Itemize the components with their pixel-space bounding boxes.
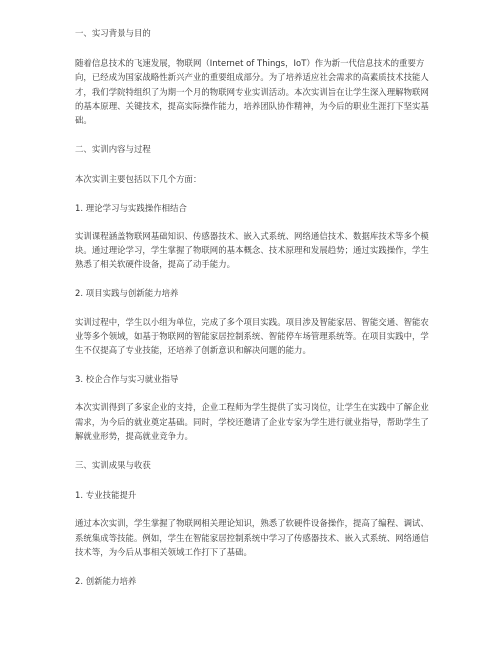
subheading-3: 3. 校企合作与实习就业指导 [75, 374, 179, 385]
section-heading-1: 一、实习背景与目的 [75, 28, 151, 38]
paragraph-theory-practice: 实训课程涵盖物联网基础知识、传感器技术、嵌入式系统、网络通信技术、数据库技术等多个模块。通过理论学习，学生掌握了物联网的基本概念、技术原理和发展趋势；通过实践操作，学生熟悉了相关软硬件设备，提高了动手能力。 [75, 230, 429, 270]
paragraph-skills: 通过本次实训，学生掌握了物联网相关理论知识，熟悉了软硬件设备操作，提高了编程、调试、系统集成等技能。例如，学生在智能家居控制系统中学习了传感器技术、嵌入式系统、网络通信技术等，为今后从事相关领域工作打下了基础。 [75, 518, 429, 557]
document-page [75, 26, 432, 602]
paragraph-intro: 本次实训主要包括以下几个方面： [75, 174, 202, 185]
subheading-5: 2. 创新能力培养 [75, 576, 137, 587]
subheading-4: 1. 专业技能提升 [75, 490, 137, 501]
subheading-2: 2. 项目实践与创新能力培养 [75, 288, 179, 299]
paragraph-background: 随着信息技术的飞速发展，物联网（Internet of Things，IoT）作为新一代信息技术的重要方向，已经成为国家战略性新兴产业的重要组成部分。为了培养适应社会需求的高素质技术技能人才，我们学院特组织了为期一个月的物联网专业实训活动。本次实训旨在让学生深入理解物联网的基本原理、关键技术，提高实际操作能力，培养团队协作精神，为今后的职业生涯打下坚实基础。 [75, 58, 429, 126]
section-heading-2: 二、实训内容与过程 [75, 144, 151, 155]
section-heading-3: 三、实训成果与收获 [75, 460, 151, 471]
paragraph-project-practice: 实训过程中，学生以小组为单位，完成了多个项目实践。项目涉及智能家居、智能交通、智能农业等多个领域，如基于物联网的智能家居控制系统、智能停车场管理系统等。在项目实践中，学生不仅提高了专业技能，还培养了创新意识和解决问题的能力。 [75, 316, 429, 356]
subheading-1: 1. 理论学习与实践操作相结合 [75, 202, 187, 213]
paragraph-school-enterprise: 本次实训得到了多家企业的支持，企业工程师为学生提供了实习岗位，让学生在实践中了解企业需求，为今后的就业奠定基础。同时，学校还邀请了企业专家为学生进行就业指导，帮助学生了解就业形势，提高就业竞争力。 [75, 402, 429, 441]
